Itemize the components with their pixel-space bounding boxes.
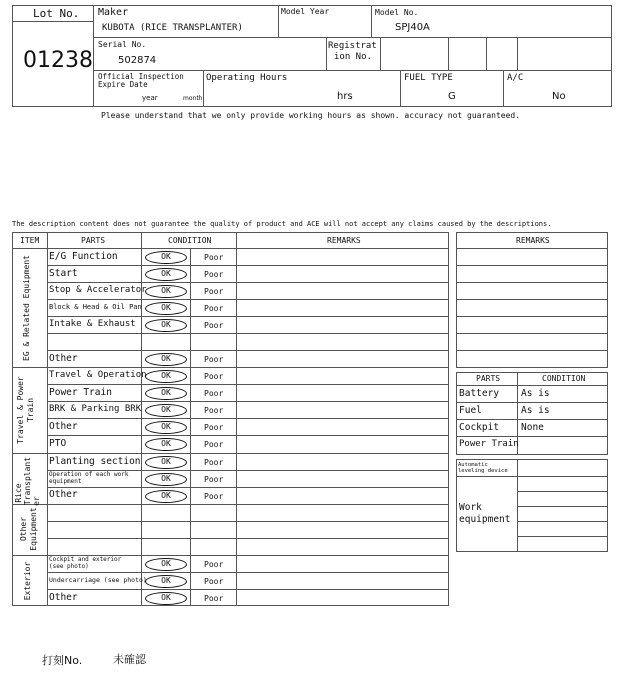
lot-label: Lot No. (33, 7, 80, 20)
lot-number: 01238 (23, 48, 93, 73)
battery-condition: As is (521, 388, 550, 399)
ok-pto: OK (145, 438, 187, 451)
poor-undercarriage: Poor (204, 577, 224, 586)
poor-power-train: Poor (204, 389, 224, 398)
hours-unit: hrs (337, 91, 353, 102)
registration-label-2: ion No. (334, 52, 372, 62)
poor-cockpit-exterior: Poor (204, 560, 224, 569)
poor-rice-other: Poor (204, 492, 224, 501)
battery-label: Battery (459, 388, 500, 399)
group-rice-3: er (32, 496, 41, 506)
maker-value: KUBOTA (RICE TRANSPLANTER) (102, 23, 243, 33)
fuel-type-value: G (448, 91, 456, 102)
model-no-label: Model No. (375, 8, 419, 17)
stamp-number-label: 打刻No. (42, 654, 83, 667)
part-power-train: Power Train (49, 387, 112, 398)
ok-cockpit-exterior: OK (145, 558, 187, 571)
ok-exterior-other: OK (145, 592, 187, 605)
ok-intake-exhaust: OK (145, 319, 187, 332)
group-eg-related: EG & Related Equipment (22, 255, 31, 361)
poor-eg-other: Poor (204, 355, 224, 364)
group-travel-power-1: Travel & Power (16, 376, 25, 444)
ok-brk-parking: OK (145, 404, 187, 417)
part-planting-section: Planting section (49, 456, 141, 467)
poor-intake-exhaust: Poor (204, 321, 224, 330)
operating-hours-label: Operating Hours (206, 73, 288, 83)
serial-label: Serial No. (98, 40, 147, 49)
col-remarks-header: REMARKS (327, 236, 361, 245)
part-brk-parking: BRK & Parking BRK (49, 404, 142, 414)
condition-header: CONDITION (542, 374, 586, 383)
stamp-number-value: 未確認 (113, 653, 146, 666)
right-remarks-box (456, 232, 608, 368)
ok-undercarriage: OK (145, 575, 187, 588)
cockpit-label: Cockpit (459, 422, 500, 433)
ok-each-work-equipment: OK (145, 473, 187, 486)
serial-value: 502874 (118, 55, 157, 66)
part-undercarriage: Undercarriage (see photo) (49, 576, 147, 584)
group-other-equip-1: Other (19, 516, 28, 542)
poor-eg-function: Poor (204, 253, 224, 262)
poor-travel-operation: Poor (204, 372, 224, 381)
right-remarks-header: REMARKS (516, 236, 550, 245)
part-pto: PTO (49, 438, 67, 449)
part-eg-function: E/G Function (49, 251, 118, 262)
work-equipment-label-2: equipment (459, 514, 511, 525)
month-label: month (183, 95, 203, 102)
poor-planting-section: Poor (204, 458, 224, 467)
fuel-type-label: FUEL TYPE (404, 73, 453, 83)
inspection-label-1: Official Inspection (98, 72, 184, 81)
poor-brk-parking: Poor (204, 406, 224, 415)
inspection-label-2: Expire Date (98, 80, 148, 89)
group-exterior: Exterior (23, 561, 32, 601)
ok-block-head: OK (145, 302, 187, 315)
ok-stop-accel: OK (145, 285, 187, 298)
group-other-equip-2: Equipment (29, 507, 38, 551)
power-train-label: Power Train (459, 439, 519, 449)
parts-header: PARTS (476, 374, 501, 383)
poor-pto: Poor (204, 440, 224, 449)
part-cockpit-exterior: Cockpit and exterior (see photo) (49, 556, 122, 570)
ok-eg-other: OK (145, 353, 187, 366)
poor-block-head: Poor (204, 304, 224, 313)
ok-travel-other: OK (145, 421, 187, 434)
part-intake-exhaust: Intake & Exhaust (49, 319, 136, 329)
part-exterior-other: Other (49, 592, 78, 603)
col-condition-header: CONDITION (168, 236, 212, 245)
poor-stop-accel: Poor (204, 287, 224, 296)
part-each-work-equipment: Operation of each work equipment (49, 471, 129, 485)
poor-start: Poor (204, 270, 224, 279)
part-block-head: Block & Head & Oil Pan (49, 303, 142, 311)
model-no-value: SPJ40A (395, 22, 430, 33)
fuel-condition: As is (521, 405, 550, 416)
year-label: year (142, 94, 158, 102)
cockpit-condition: None (521, 422, 544, 433)
part-start: Start (49, 268, 78, 279)
ok-start: OK (145, 268, 187, 281)
hours-accuracy-note: Please understand that we only provide working hours as shown. accuracy not guaranteed. (101, 111, 521, 120)
ok-travel-operation: OK (145, 370, 187, 383)
header-frame (12, 5, 612, 107)
registration-label-1: Registrat (328, 41, 377, 51)
group-travel-power-2: Train (26, 397, 35, 423)
poor-travel-other: Poor (204, 423, 224, 432)
ok-planting-section: OK (145, 456, 187, 469)
poor-each-work-equipment: Poor (204, 475, 224, 484)
model-year-label: Model Year (281, 7, 330, 16)
col-parts-header: PARTS (81, 236, 106, 245)
ok-rice-other: OK (145, 490, 187, 503)
poor-exterior-other: Poor (204, 594, 224, 603)
ac-label: A/C (507, 73, 524, 83)
auto-leveling-label: Automatic leveling device (458, 462, 508, 475)
part-travel-other: Other (49, 421, 78, 432)
col-item-header: ITEM (20, 236, 40, 245)
fuel-label: Fuel (459, 405, 482, 416)
group-rice-1: Rice (14, 483, 23, 503)
description-disclaimer: The description content does not guarantee the quality of product and ACE will not accept any claims caused by the descriptions. (12, 220, 552, 228)
work-equipment-label-1: Work (459, 502, 482, 513)
part-eg-other: Other (49, 353, 78, 364)
ac-value: No (552, 91, 566, 102)
part-travel-operation: Travel & Operation (49, 370, 147, 380)
ok-power-train: OK (145, 387, 187, 400)
part-rice-other: Other (49, 489, 78, 500)
maker-label: Maker (98, 7, 129, 18)
ok-eg-function: OK (145, 251, 187, 264)
group-rice-2: Transplant (23, 456, 32, 506)
part-stop-accel: Stop & Accelerator (49, 285, 147, 295)
